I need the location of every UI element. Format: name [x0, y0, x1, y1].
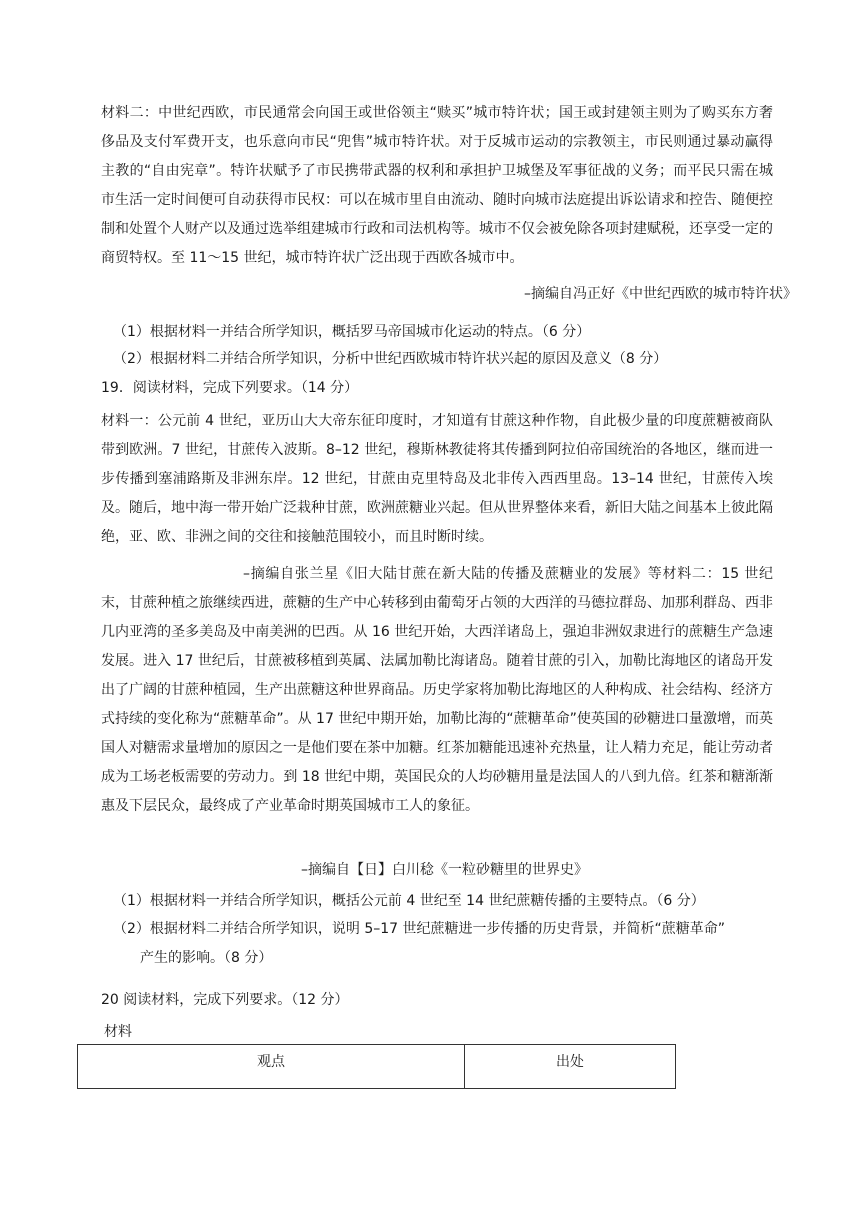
- q19-material1-paragraph: 材料一：公元前 4 世纪，亚历山大大帝东征印度时，才知道有甘蔗这种作物，自此极少量的印度蔗糖被商队带到欧洲。7 世纪，甘蔗传入波斯。8–12 世纪，穆斯林教徒将其传播到阿拉伯帝国统治的各地区，继而进一步传播到塞浦路斯及非洲东岸。12 世纪，甘蔗由克里特岛及北非传入西西里岛。13–14 世纪，甘蔗传入埃及。随后，地中海一带开始广泛栽种甘蔗，欧洲蔗糖业兴起。但从世界整体来看，新旧大陆之间基本上彼此隔绝，亚、欧、非洲之间的交往和接触范围较小，而且时断时续。: [101, 413, 773, 545]
- q20-material-label: 材料: [104, 1024, 132, 1040]
- q18-material2-source: –摘编自冯正好《中世纪西欧的城市特许状》: [524, 286, 797, 302]
- q19-material1-source-and-material2: –摘编自张兰星《旧大陆甘蔗在新大陆的传播及蔗糖业的发展》等材料二：15 世纪末，甘蔗种植之旅继续西进，蔗糖的生产中心转移到由葡萄牙占领的大西洋的马德拉群岛、加那利群岛、西非几内亚湾的圣多美岛及中南美洲的巴西。从 16 世纪开始，大西洋诸岛上，强迫非洲奴隶进行的蔗糖生产急速发展。进入 17 世纪后，甘蔗被移植到英属、法属加勒比海诸岛。随着甘蔗的引入，加勒比海地区的诸岛开发出了广阔的甘蔗种植园，生产出蔗糖这种世界商品。历史学家将加勒比海地区的人种构成、社会结构、经济方式持续的变化称为“蔗糖革命”。从 17 世纪中期开始，加勒比海的“蔗糖革命”使英国的砂糖进口量激增，而英国人对糖需求量增加的原因之一是他们要在茶中加糖。红茶加糖能迅速补充热量，让人精力充足，能让劳动者成为工场老板需要的劳动力。到 18 世纪中期，英国民众的人均砂糖用量是法国人的八到九倍。红茶和糖渐渐惠及下层民众，最终成了产业革命时期英国城市工人的象征。: [101, 566, 773, 814]
- table-header-viewpoint: 观点: [78, 1045, 465, 1089]
- q20-heading: 20 阅读材料，完成下列要求。（12 分）: [101, 992, 349, 1008]
- q19-question-1: （1）根据材料一并结合所学知识，概括公元前 4 世纪至 14 世纪蔗糖传播的主要特点。（6 分）: [113, 893, 705, 909]
- q18-question-1: （1）根据材料一并结合所学知识，概括罗马帝国城市化运动的特点。（6 分）: [113, 324, 591, 340]
- q19-heading: 19．阅读材料，完成下列要求。（14 分）: [101, 380, 359, 396]
- table-header-row: [78, 1045, 676, 1089]
- q19-question-2-line2: 产生的影响。（8 分）: [140, 950, 273, 966]
- q20-viewpoint-table: [77, 1044, 676, 1089]
- q18-question-2: （2）根据材料二并结合所学知识，分析中世纪西欧城市特许状兴起的原因及意义（8 分）: [113, 351, 668, 367]
- q19-question-2: [113, 915, 773, 973]
- q19-question-2-line1: （2）根据材料二并结合所学知识，说明 5–17 世纪蔗糖进一步传播的历史背景，并简析“蔗糖革命”: [113, 921, 726, 937]
- q19-material2-source: –摘编自【日】白川稔《一粒砂糖里的世界史》: [301, 862, 588, 878]
- q18-material2-paragraph: 材料二：中世纪西欧，市民通常会向国王或世俗领主“赎买”城市特许状；国王或封建领主则为了购买东方奢侈品及支付军费开支，也乐意向市民“兜售”城市特许状。对于反城市运动的宗教领主，市民则通过暴动赢得主教的“自由宪章”。特许状赋予了市民携带武器的权利和承担护卫城堡及军事征战的义务；而平民只需在城市生活一定时间便可自动获得市民权：可以在城市里自由流动、随时向城市法庭提出诉讼请求和控告、随便控制和处置个人财产以及通过选举组建城市行政和司法机构等。城市不仅会被免除各项封建赋税，还享受一定的商贸特权。至 11～15 世纪，城市特许状广泛出现于西欧各城市中。: [101, 105, 773, 266]
- table-header-source: 出处: [465, 1045, 676, 1089]
